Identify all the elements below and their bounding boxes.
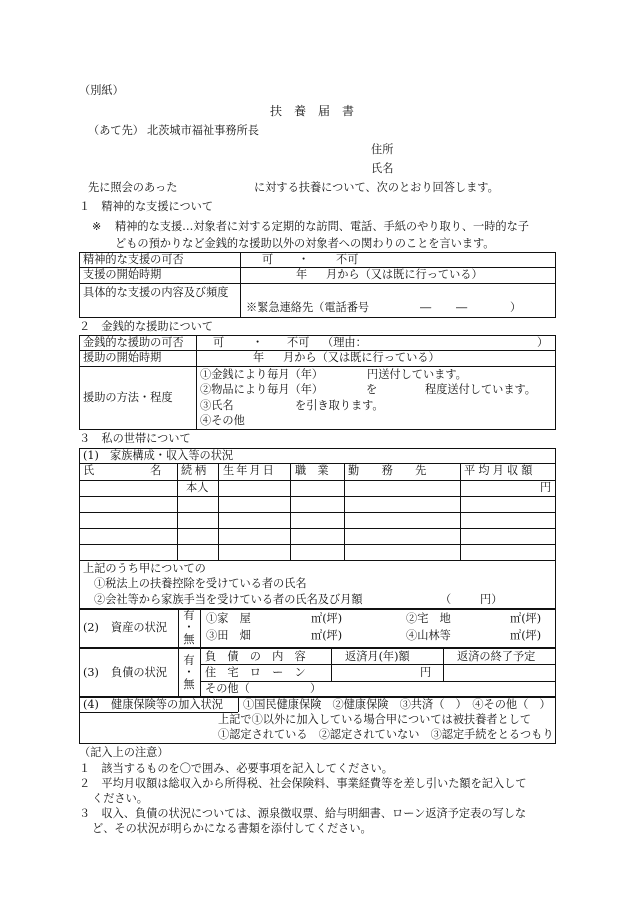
section1-note-line2: どもの預かりなど金銭的な援助以外の対象者への関わりのことを言います。 xyxy=(115,237,495,250)
note-2-line2: ください。 xyxy=(92,792,148,805)
aid-reason-close: ） xyxy=(537,336,549,349)
allowance-open: （ xyxy=(440,593,452,606)
intro-suffix: に対する扶養について、次のとおり回答します。 xyxy=(254,181,499,194)
aid-method-3-suffix: を引き取ります。 xyxy=(295,399,384,412)
support-start-year: 年 xyxy=(296,268,308,281)
col-name: 氏 名 xyxy=(83,464,162,477)
note-mark: ※ xyxy=(92,220,102,233)
addressee: 北茨城市福祉事務所長 xyxy=(147,124,259,137)
phone-dash-2: ― xyxy=(456,301,468,314)
section1-heading: １ 精神的な支援について xyxy=(79,200,214,213)
aid-method-2: ②物品により毎月（年） xyxy=(200,383,324,396)
separator: ・ xyxy=(252,336,264,349)
assets-yes[interactable]: 有 xyxy=(183,609,195,622)
income-yen: 円 xyxy=(540,481,552,494)
intro-prefix: 先に照会のあった xyxy=(88,181,178,194)
note-3-line2: ど、その状況が明らかになる書類を添付してください。 xyxy=(92,822,372,835)
note-3-line1: ３ 収入、負債の状況については、源泉徴収票、給与明細書、ローン返済予定表の写しな xyxy=(79,807,527,820)
debt-col-repayment: 返済月(年)額 xyxy=(345,650,410,663)
aid-method-2-wo: を xyxy=(366,383,378,396)
separator: ・ xyxy=(298,253,310,266)
section3-heading: ３ 私の世帯について xyxy=(79,432,191,445)
debt-label: 負債の状況 xyxy=(111,666,167,679)
aid-method-4: ④その他 xyxy=(200,414,245,427)
separator: ・ xyxy=(183,621,195,634)
phone-close: ） xyxy=(510,301,522,314)
debt-other: その他（ xyxy=(205,682,250,695)
col-occupation: 職 業 xyxy=(295,464,329,477)
self-relation: 本人 xyxy=(186,481,209,494)
aid-start-value: 月から（又は既に行っている） xyxy=(283,351,440,364)
section2-heading: ２ 金銭的な援助について xyxy=(79,320,214,333)
debt-other-close: ） xyxy=(310,682,322,695)
support-option-yes[interactable]: 可 xyxy=(262,253,274,266)
insurance-label: 健康保険等の加入状況 xyxy=(111,698,223,711)
debt-number: (3) xyxy=(83,666,99,679)
insurance-options: ①国民健康保険 ②健康保険 ③共済（ ） ④その他（ ） xyxy=(243,698,551,711)
debt-housing-loan: 住 宅 ロ ー ン xyxy=(205,666,306,679)
support-start-label: 支援の開始時期 xyxy=(83,268,162,281)
aid-method-1: ①金銭により毎月（年） xyxy=(200,368,324,381)
assets-number: (2) xyxy=(83,621,99,634)
aid-option-yes[interactable]: 可 xyxy=(213,336,225,349)
col-monthly-income: 平均月収額 xyxy=(464,464,536,477)
address-label: 住所 xyxy=(371,143,394,156)
name-label: 氏名 xyxy=(371,162,394,175)
aid-method-2-suffix: 程度送付しています。 xyxy=(425,383,536,396)
aid-method-1-suffix: 円送付しています。 xyxy=(367,368,467,381)
aid-method-3: ③氏名 xyxy=(200,399,234,412)
debt-yes[interactable]: 有 xyxy=(183,654,195,667)
insurance-note-line2: 上記で①以外に加入している場合甲については被扶養者として xyxy=(218,713,532,726)
asset-forest: ④山林等 xyxy=(406,629,451,642)
debt-no[interactable]: 無 xyxy=(183,678,195,691)
insurance-note-line3: ①認定されている ②認定されていない ③認定手続をとるつもり xyxy=(218,728,554,741)
debt-col-content: 負 債 の 内 容 xyxy=(205,650,306,663)
aid-availability-label: 金銭的な援助の可否 xyxy=(83,336,184,349)
support-availability-label: 精神的な支援の可否 xyxy=(83,253,184,266)
emergency-contact-label: ※緊急連絡先（電話番号 xyxy=(246,301,370,314)
aid-method-label: 援助の方法・程度 xyxy=(83,391,173,404)
asset-forest-area: ㎡(坪) xyxy=(510,629,542,642)
asset-land-area: ㎡(坪) xyxy=(510,612,542,625)
support-start-value: 月から（又は既に行っている） xyxy=(326,268,483,281)
insurance-number: (4) xyxy=(83,698,99,711)
asset-house: ①家 屋 xyxy=(206,612,251,625)
note-1: １ 該当するものを〇で囲み、必要事項を記入してください。 xyxy=(79,762,393,775)
aid-start-label: 援助の開始時期 xyxy=(83,351,162,364)
allowance-yen: 円） xyxy=(480,593,503,606)
notes-heading: （記入上の注意） xyxy=(79,746,169,759)
asset-field: ③田 畑 xyxy=(206,629,251,642)
family-allowance-line: ②会社等から家族手当を受けている者の氏名及び月額 xyxy=(94,593,363,606)
asset-land: ②宅 地 xyxy=(406,612,451,625)
separator: ・ xyxy=(183,666,195,679)
aid-option-no[interactable]: 不可 xyxy=(287,336,310,349)
asset-house-area: ㎡(坪) xyxy=(311,612,343,625)
dependent-note-heading: 上記のうち甲についての xyxy=(83,562,206,575)
assets-label: 資産の状況 xyxy=(111,621,167,634)
note-2-line1: ２ 平均月収額は総収入から所得税、社会保険料、事業経費等を差し引いた額を記入して xyxy=(79,777,527,790)
debt-housing-yen: 円 xyxy=(420,666,432,679)
col-birthdate: 生年月日 xyxy=(223,464,276,477)
attachment-label: （別紙） xyxy=(79,84,124,97)
addressee-label: （あて先） xyxy=(88,124,144,137)
asset-field-area: ㎡(坪) xyxy=(311,629,343,642)
phone-dash-1: ― xyxy=(420,301,432,314)
support-detail-label: 具体的な支援の内容及び頻度 xyxy=(83,286,229,299)
aid-start-year: 年 xyxy=(253,351,265,364)
support-option-no[interactable]: 不可 xyxy=(336,253,359,266)
col-workplace: 勤 務 先 xyxy=(348,464,427,477)
assets-no[interactable]: 無 xyxy=(183,633,195,646)
tax-deduction-line: ①税法上の扶養控除を受けている者の氏名 xyxy=(94,577,307,590)
debt-col-end: 返済の終了予定 xyxy=(457,650,536,663)
col-relation: 続柄 xyxy=(181,464,209,477)
aid-reason-label: （理由： xyxy=(322,336,367,349)
section1-note-line1: 精神的な支援…対象者に対する定期的な訪問、電話、手紙のやり取り、一時的な子 xyxy=(115,220,529,233)
family-subheading: (1) 家族構成・収入等の状況 xyxy=(83,449,234,462)
page-title: 扶 養 届 書 xyxy=(270,104,355,118)
